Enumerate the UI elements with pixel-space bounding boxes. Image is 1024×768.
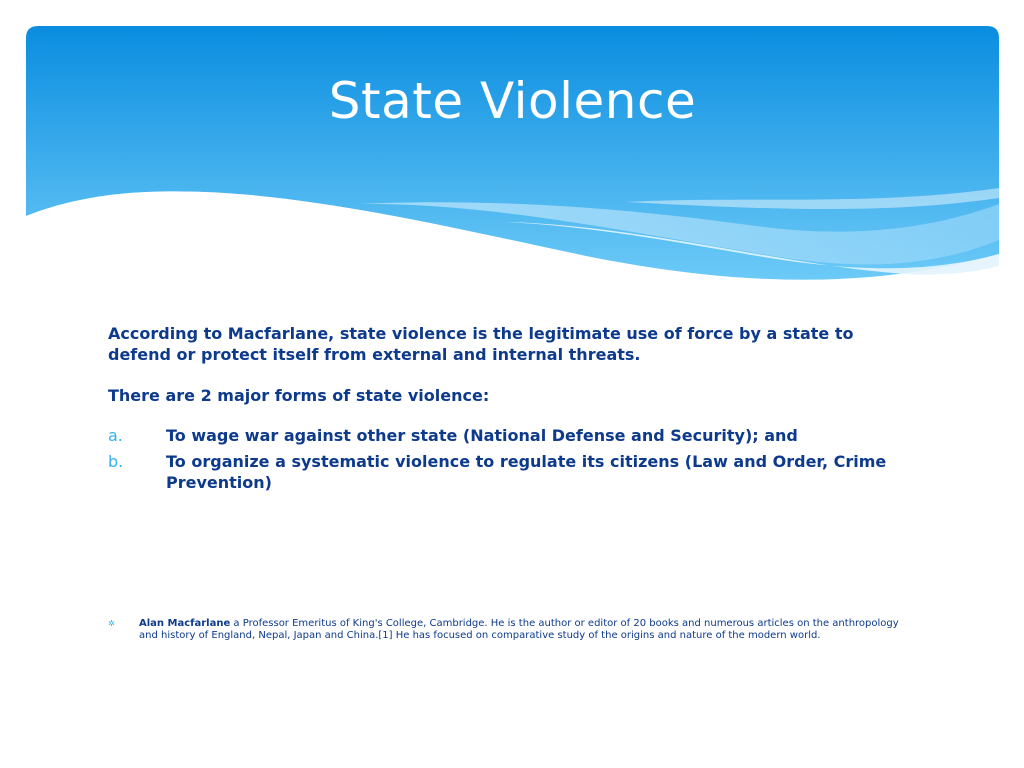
- list-marker: b.: [108, 452, 124, 471]
- intro-paragraph: According to Macfarlane, state violence is the legitimate use of force by a state to defend or protect itself from external and internal threats.: [108, 324, 854, 364]
- footnote-text-block: [139, 618, 918, 642]
- footnote: [108, 618, 918, 642]
- footnote-author-name: Alan Macfarlane: [139, 618, 231, 629]
- header-banner: [26, 26, 999, 286]
- forms-list: [108, 425, 908, 493]
- list-item: [108, 425, 908, 446]
- forms-intro-paragraph: There are 2 major forms of state violence:: [108, 386, 490, 405]
- slide-title: State Violence: [328, 72, 697, 130]
- header-wave-graphic: [26, 26, 999, 286]
- list-marker: a.: [108, 426, 123, 445]
- asterisk-bullet-icon: ✲: [108, 619, 115, 628]
- slide-body: [108, 323, 908, 498]
- list-item: [108, 451, 908, 493]
- footnote-description: a Professor Emeritus of King's College, Cambridge. He is the author or editor of 20 books and numerous articles on the anthropology and history of England, Nepal, Japan and China.[1] He has focused on comparative study of the origins and nature of the modern world.: [139, 618, 899, 641]
- list-item-text: To organize a systematic violence to regulate its citizens (Law and Order, Crime Prevention): [166, 452, 887, 492]
- list-item-text: To wage war against other state (National Defense and Security); and: [166, 426, 798, 445]
